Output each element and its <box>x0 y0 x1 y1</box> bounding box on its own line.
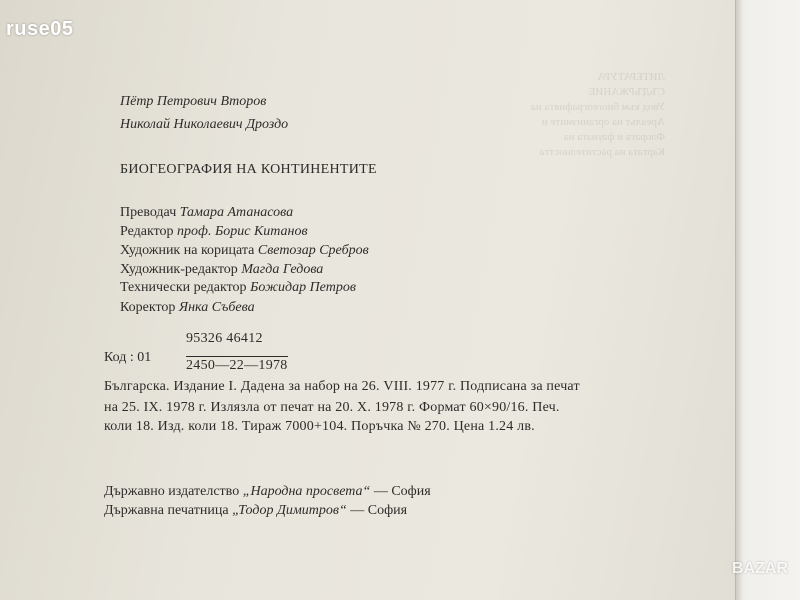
credit-role: Преводач <box>120 205 177 220</box>
printer-type: Държавна печатница <box>104 503 233 518</box>
credit-name: проф. Борис Китанов <box>177 224 308 239</box>
credit-name: Светозар Сребров <box>257 243 369 258</box>
code-label: Код : 01 <box>104 350 152 365</box>
imprint-line: коли 18. Изд. коли 18. Тираж 7000+104. Поръчка № 270. Цена 1.24 лв. <box>104 419 535 434</box>
adjacent-page-edge <box>735 0 800 600</box>
credit-editor <box>120 224 308 240</box>
credit-role: Художник на корицата <box>120 243 255 258</box>
author-2: Николай Николаевич Дроздо <box>120 117 289 132</box>
printer-name: „Тодор Димитров“ <box>232 503 347 518</box>
bleed-through-text: ЛИТЕРАТУРА СЪДЪРЖАНИЕ Увод към биогеографията на Ареалът на организмите и Флората и фауната на Картата на растителността <box>531 71 665 158</box>
publisher-line <box>104 484 431 500</box>
seller-watermark: ruse05 <box>6 18 74 40</box>
credit-role: Художник-редактор <box>120 262 238 277</box>
printer-line <box>104 503 407 519</box>
credit-role: Технически редактор <box>120 280 247 295</box>
code-denominator: 2450—22—1978 <box>186 358 288 373</box>
code-numerator: 95326 46412 <box>186 331 263 346</box>
credit-translator <box>120 205 293 221</box>
credit-cover-artist <box>120 243 369 259</box>
credit-role: Коректор <box>120 300 176 315</box>
credit-name: Тамара Атанасова <box>179 205 294 220</box>
credit-name: Божидар Петров <box>250 280 356 295</box>
publisher-name: „Народна просвета“ <box>242 484 371 499</box>
imprint-line: на 25. IX. 1978 г. Излязла от печат на 20. Х. 1978 г. Формат 60×90/16. Печ. <box>104 400 560 415</box>
bazar-logo: BAZAR <box>732 560 788 577</box>
credit-name: Янка Събева <box>178 300 255 315</box>
book-title: БИОГЕОГРАФИЯ НА КОНТИНЕНТИТЕ <box>120 162 377 177</box>
author-1: Пётр Петрович Второв <box>120 94 267 109</box>
printer-city: — София <box>346 503 408 518</box>
credit-name: Магда Гедова <box>241 262 324 277</box>
publisher-city: — София <box>370 484 431 499</box>
credit-role: Редактор <box>120 224 174 239</box>
publisher-type: Държавно издателство <box>104 484 243 499</box>
credit-tech-editor <box>120 280 356 296</box>
credit-proofreader <box>120 300 255 316</box>
credit-art-editor <box>120 262 323 278</box>
imprint-line: Българска. Издание I. Дадена за набор на 26. VIII. 1977 г. Подписана за печат <box>104 379 580 394</box>
